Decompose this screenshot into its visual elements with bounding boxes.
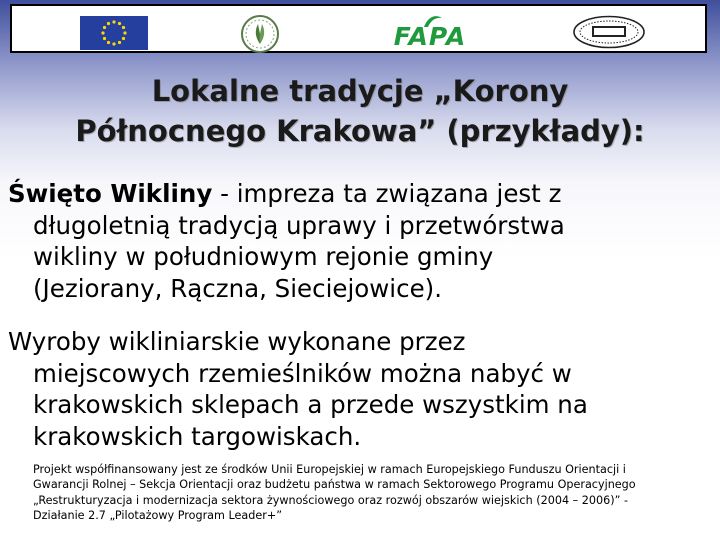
event-description: - impreza ta związana jest z xyxy=(212,179,562,208)
paragraph-2-line-2: miejscowych rzemieślników można nabyć w xyxy=(33,358,572,388)
fapa-wordmark: FAPA xyxy=(393,22,467,51)
eu-flag-icon xyxy=(80,16,148,50)
ministry-emblem-icon xyxy=(240,14,280,54)
slide-title-line-1: Lokalne tradycje „Korony xyxy=(151,74,569,108)
footnote-line-2: Gwarancji Rolnej – Sekcja Orientacji oraz budżetu państwa w ramach Sektorowego Programu Operacyjnego xyxy=(33,478,636,492)
paragraph-1-line-4: (Jeziorany, Rączna, Sieciejowice). xyxy=(33,273,442,303)
paragraph-2-line-4: krakowskich targowiskach. xyxy=(33,421,362,451)
paragraph-1-line-1 xyxy=(8,178,708,210)
paragraph-2-line-1: Wyroby wikliniarskie wykonane przez xyxy=(8,327,466,356)
fapa-logo xyxy=(384,14,476,50)
paragraph-1-line-3: wikliny w południowym rejonie gminy xyxy=(33,242,494,271)
footnote-line-1: Projekt współfinansowany jest ze środków Unii Europejskiej w ramach Europejskiego Funduszu Orientacji i xyxy=(33,463,626,476)
paragraph-wyroby xyxy=(8,326,708,452)
logo-bar xyxy=(10,4,707,53)
event-name: Święto Wikliny xyxy=(8,179,213,208)
footnote-line-4: Działanie 2.7 „Pilotażowy Program Leader+” xyxy=(33,509,283,523)
funding-footnote xyxy=(33,462,713,524)
paragraph-swieto-wikliny xyxy=(8,178,708,304)
slide-title-line-2: Północnego Krakowa” (przykłady): xyxy=(75,114,645,148)
paragraph-2-line-3: krakowskich sklepach a przede wszystkim na xyxy=(33,390,588,419)
footnote-line-3: „Restrukturyzacja i modernizacja sektora żywnościowego oraz rozwój obszarów wiejskich (2004 – 2006)” - xyxy=(33,493,628,507)
paragraph-1-line-2: długoletnią tradycją uprawy i przetwórstwa xyxy=(33,210,565,240)
institute-seal-icon xyxy=(572,15,646,49)
